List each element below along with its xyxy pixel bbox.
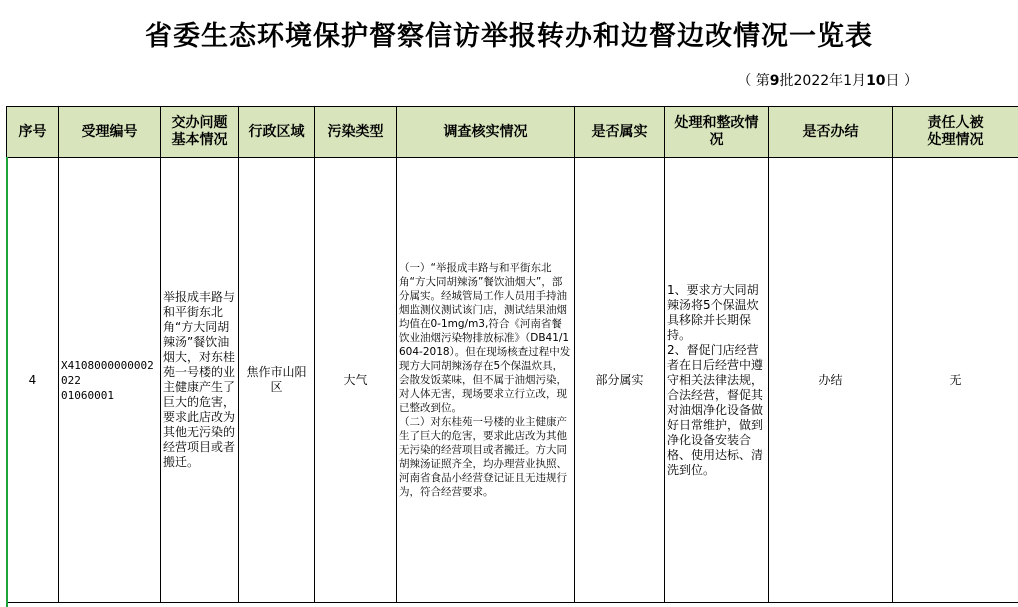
page-title: 省委生态环境保护督察信访举报转办和边督边改情况一览表 (145, 21, 873, 52)
header-seq: 序号 (7, 107, 59, 158)
batch-close: 日 ） (885, 73, 918, 89)
cell-issue: 举报成丰路与和平街东北角“方大同胡辣汤”餐饮油烟大，对东桂苑一号楼的业主健康产生了巨大的危害，要求此店改为其他无污染的经营项目或者搬迁。 (161, 158, 239, 603)
cell-accountability: 无 (893, 158, 1018, 603)
header-region: 行政区域 (239, 107, 315, 158)
cell-region: 焦作市山阳 区 (239, 158, 315, 603)
header-handling: 处理和整改情 况 (665, 107, 769, 158)
header-case-no: 受理编号 (59, 107, 161, 158)
cell-completed: 办结 (769, 158, 893, 603)
batch-mid: 批2022年1月 (779, 73, 867, 89)
header-issue: 交办问题 基本情况 (161, 107, 239, 158)
cell-seq: 4 (7, 158, 59, 603)
header-pollution: 污染类型 (315, 107, 397, 158)
table-row (7, 158, 1018, 603)
cell-is-true: 部分属实 (575, 158, 665, 603)
batch-number: 9 (769, 73, 780, 89)
header-completed: 是否办结 (769, 107, 893, 158)
batch-open: （ 第 (737, 73, 770, 89)
cell-investigation: （一）“举报成丰路与和平街东北角“方大同胡辣汤”餐饮油烟大”，部分属实。经城管局工作人员用手持油烟监测仪测试该门店，测试结果油烟均值在0-1mg/m3,符合《河南省餐饮业油烟污染物排放标准》（DB41/1604-2018）。但在现场核查过程中发现方大同胡辣汤存在5个保温炊具，会散发饭菜味，但不属于油烟污染，对人体无害，现场要求立行立改，现已整改到位。 （二）对东桂苑一号楼的业主健康产生了巨大的危害，要求此店改为其他无污染的经营项目或者搬迁。方大同胡辣汤证照齐全，均办理营业执照、河南省食品小经营登记证且无违规行为，符合经营要求。 (397, 158, 575, 603)
cell-handling: 1、要求方大同胡辣汤将5个保温炊具移除并长期保持。 2、督促门店经营者在日后经营中遵守相关法律法规，合法经营，督促其对油烟净化设备做好日常维护，做到净化设备安装合格、使用达标、清洗到位。 (665, 158, 769, 603)
header-accountability: 责任人被 处理情况 (893, 107, 1018, 158)
cell-pollution: 大气 (315, 158, 397, 603)
report-table (6, 106, 1018, 603)
header-investigation: 调查核实情况 (397, 107, 575, 158)
batch-day: 10 (866, 73, 886, 89)
selection-edge (6, 157, 8, 607)
cell-case-no: X4108000000002022 01060001 (59, 158, 161, 603)
header-row (7, 107, 1018, 158)
batch-info (737, 70, 918, 90)
header-is-true: 是否属实 (575, 107, 665, 158)
